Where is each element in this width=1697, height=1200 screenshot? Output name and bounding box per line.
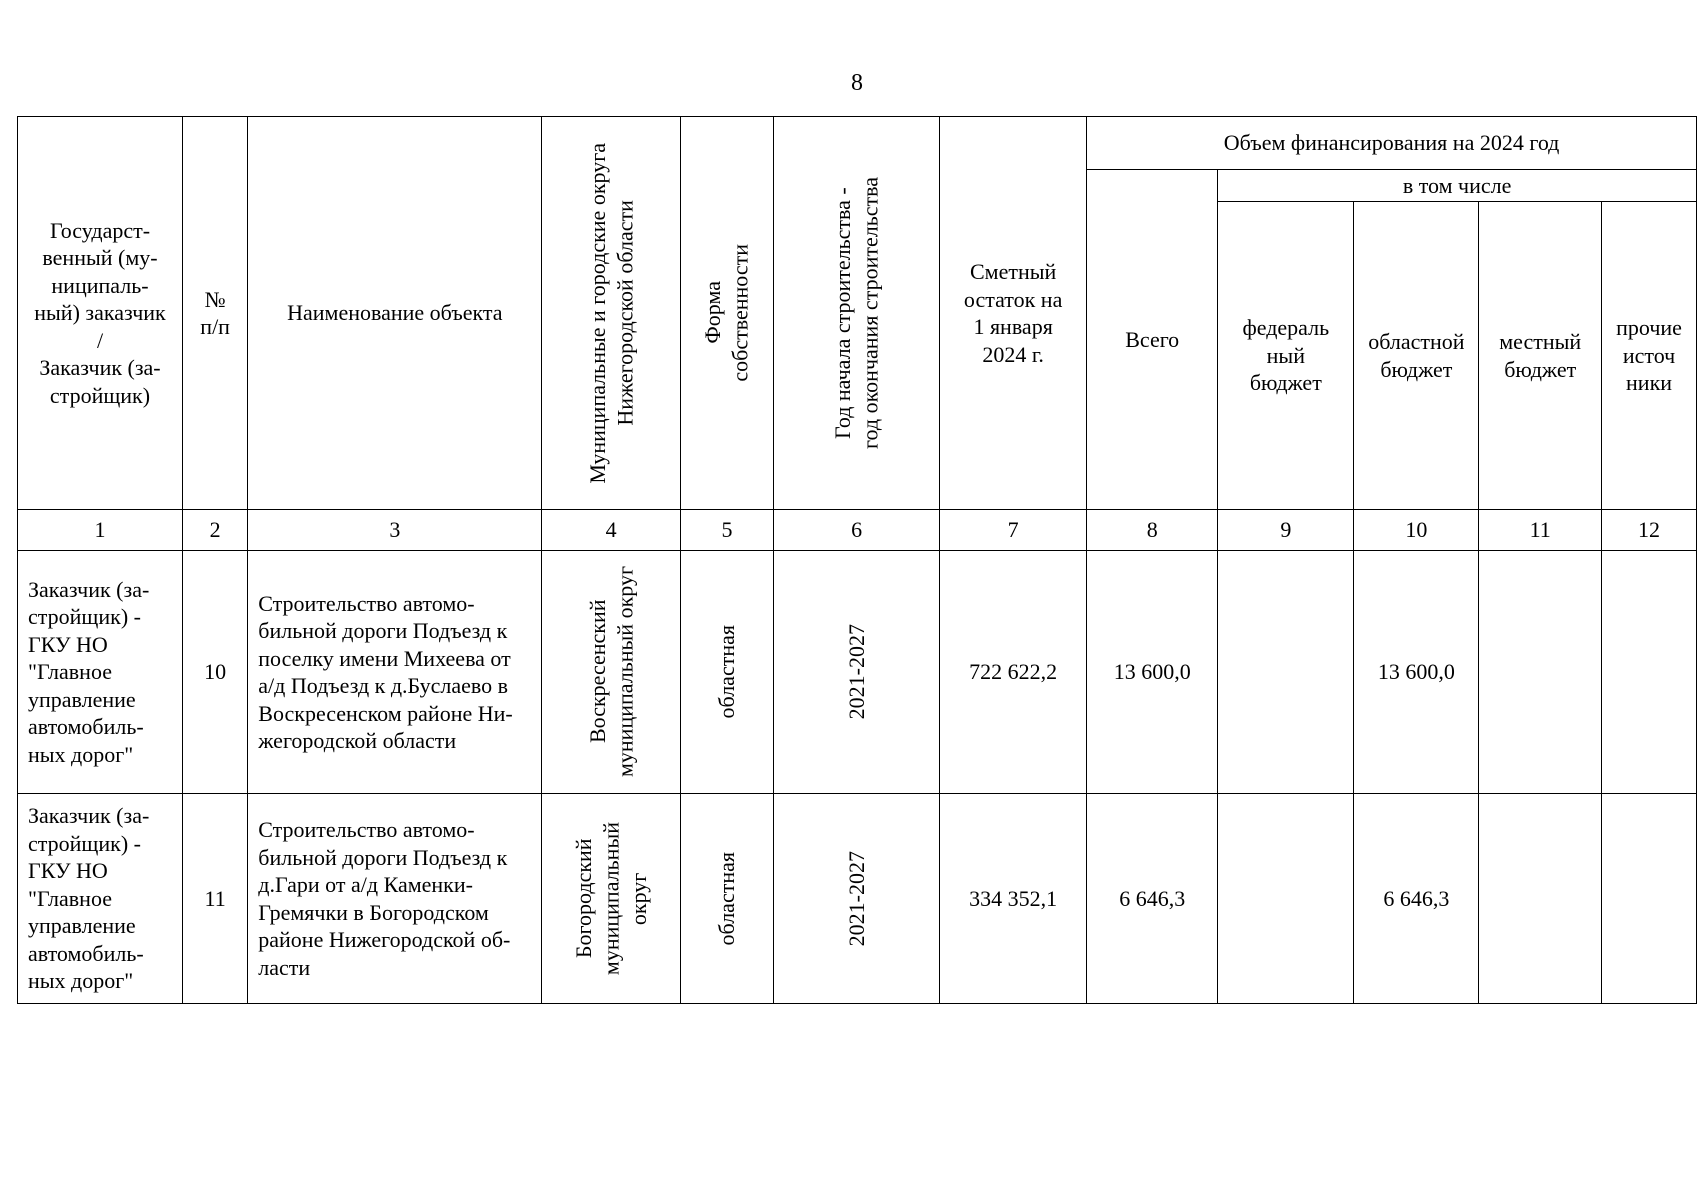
header-ownership	[680, 117, 773, 510]
header-years	[774, 117, 940, 510]
column-number: 2	[183, 510, 248, 551]
page-number: 8	[851, 70, 863, 96]
row-local	[1479, 794, 1602, 1004]
table-row	[18, 551, 1697, 794]
column-number: 6	[774, 510, 940, 551]
row-number: 10	[183, 551, 248, 794]
header-customer: Государст- венный (му- ниципаль- ный) заказчик / Заказчик (за- стройщик)	[18, 117, 183, 510]
column-number: 7	[940, 510, 1087, 551]
funding-table	[17, 116, 1697, 1004]
row-total: 6 646,3	[1087, 794, 1218, 1004]
table-row	[18, 794, 1697, 1004]
column-number: 12	[1602, 510, 1697, 551]
header-total: Всего	[1087, 170, 1218, 510]
row-object-name: Строительство автомо- бильной дороги Подъезд к д.Гари от а/д Каменки- Гремячки в Богородском районе Нижегородской об- ласти	[248, 794, 542, 1004]
header-municipality	[542, 117, 681, 510]
row-years	[774, 794, 940, 1004]
row-regional: 6 646,3	[1354, 794, 1479, 1004]
header-regional: областной бюджет	[1354, 202, 1479, 510]
column-number: 5	[680, 510, 773, 551]
row-municipality-text: Воскресенский муниципальный округ	[584, 566, 638, 778]
row-other	[1602, 551, 1697, 794]
row-number: 11	[183, 794, 248, 1004]
header-local: местный бюджет	[1479, 202, 1602, 510]
header-ownership-text: Форма собственности	[700, 244, 753, 382]
row-local	[1479, 551, 1602, 794]
row-federal	[1218, 794, 1354, 1004]
header-estimate: Сметный остаток на 1 января 2024 г.	[940, 117, 1087, 510]
row-years-text: 2021-2027	[843, 624, 869, 720]
row-other	[1602, 794, 1697, 1004]
header-municipality-text: Муниципальные и городские округа Нижегородской области	[584, 142, 638, 484]
header-federal: федераль ный бюджет	[1218, 202, 1354, 510]
header-funding: Объем финансирования на 2024 год	[1087, 117, 1697, 170]
row-ownership	[680, 794, 773, 1004]
column-number: 3	[248, 510, 542, 551]
header-years-text: Год начала строительства - год окончания строительства	[830, 177, 883, 449]
row-years-text: 2021-2027	[843, 850, 869, 947]
row-customer: Заказчик (за- стройщик) - ГКУ НО "Главное управление автомобиль- ных дорог"	[18, 551, 183, 794]
column-number: 9	[1218, 510, 1354, 551]
row-municipality	[542, 794, 681, 1004]
column-number: 8	[1087, 510, 1218, 551]
header-object-name: Наименование объекта	[248, 117, 542, 510]
row-federal	[1218, 551, 1354, 794]
row-ownership-text: областная	[714, 625, 740, 719]
row-municipality	[542, 551, 681, 794]
header-including: в том числе	[1218, 170, 1697, 202]
row-object-name: Строительство автомо- бильной дороги Подъезд к поселку имени Михеева от а/д Подъезд к д.Буслаево в Воскресенском районе Ни- жегородской области	[248, 551, 542, 794]
header-number: № п/п	[183, 117, 248, 510]
row-customer: Заказчик (за- стройщик) - ГКУ НО "Главное управление автомобиль- ных дорог"	[18, 794, 183, 1004]
header-other: прочие источ ники	[1602, 202, 1697, 510]
row-estimate: 722 622,2	[940, 551, 1087, 794]
row-ownership	[680, 551, 773, 794]
column-number: 10	[1354, 510, 1479, 551]
column-number: 4	[542, 510, 681, 551]
column-number: 1	[18, 510, 183, 551]
column-numbers-row	[18, 510, 1697, 551]
row-total: 13 600,0	[1087, 551, 1218, 794]
row-estimate: 334 352,1	[940, 794, 1087, 1004]
row-regional: 13 600,0	[1354, 551, 1479, 794]
row-ownership-text: областная	[714, 851, 740, 946]
column-number: 11	[1479, 510, 1602, 551]
row-municipality-text: Богородский муниципальный округ	[570, 821, 651, 976]
row-years	[774, 551, 940, 794]
